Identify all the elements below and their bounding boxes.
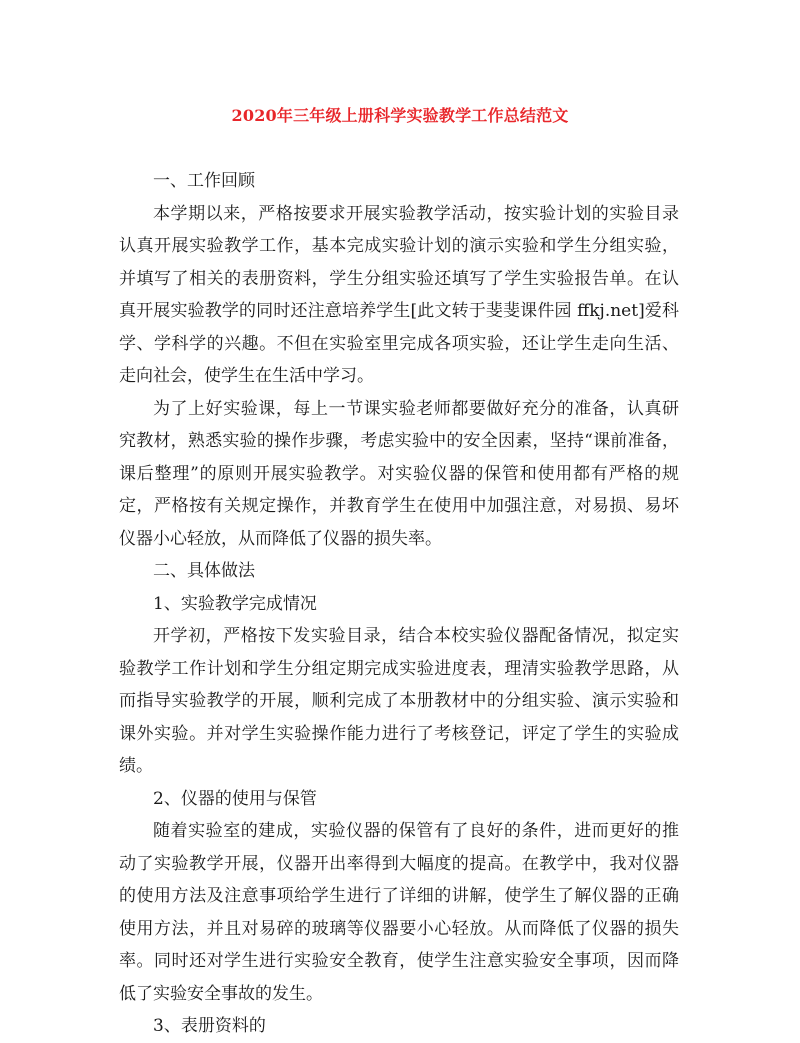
section-heading-review: 一、工作回顾: [153, 171, 255, 191]
section-heading-methods: 二、具体做法: [153, 561, 255, 581]
subheading-records: 3、表册资料的: [153, 1016, 266, 1036]
document-body: [119, 165, 679, 1043]
document-title: 2020年三年级上册科学实验教学工作总结范文: [231, 106, 569, 125]
paragraph-equipment: 随着实验室的建成，实验仪器的保管有了良好的条件，进而更好的推动了实验教学开展，仪器开出率得到大幅度的提高。在教学中，我对仪器的使用方法及注意事项给学生进行了详细的讲解，使学生了解仪器的正确使用方法，并且对易碎的玻璃等仪器要小心轻放。从而降低了仪器的损失率。同时还对学生进行实验安全教育，使学生注意实验安全事项，因而降低了实验安全事故的发生。: [119, 821, 679, 1004]
paragraph-preparation: 为了上好实验课，每上一节课实验老师都要做好充分的准备，认真研究教材，熟悉实验的操作步骤，考虑实验中的安全因素，坚持“课前准备，课后整理”的原则开展实验教学。对实验仪器的保管和使用都有严格的规定，严格按有关规定操作，并教育学生在使用中加强注意，对易损、易坏仪器小心轻放，从而降低了仪器的损失率。: [119, 398, 679, 549]
subheading-equipment: 2、仪器的使用与保管: [153, 788, 317, 809]
paragraph-completion: 开学初，严格按下发实验目录，结合本校实验仪器配备情况，拟定实验教学工作计划和学生分组定期完成实验进度表，理清实验教学思路，从而指导实验教学的开展，顺利完成了本册教材中的分组实验、演示实验和课外实验。并对学生实验操作能力进行了考核登记，评定了学生的实验成绩。: [119, 626, 679, 776]
subheading-completion: 1、实验教学完成情况: [153, 593, 317, 614]
paragraph-overview: 本学期以来，严格按要求开展实验教学活动，按实验计划的实验目录认真开展实验教学工作，基本完成实验计划的演示实验和学生分组实验，并填写了相关的表册资料，学生分组实验还填写了学生实验报告单。在认真开展实验教学的同时还注意培养学生[此文转于斐斐课件园 ffkj.net]爱科学、学科学的兴趣。不但在实验室里完成各项实验，还让学生走向生活、走向社会，使学生在生活中学习。: [119, 203, 679, 386]
